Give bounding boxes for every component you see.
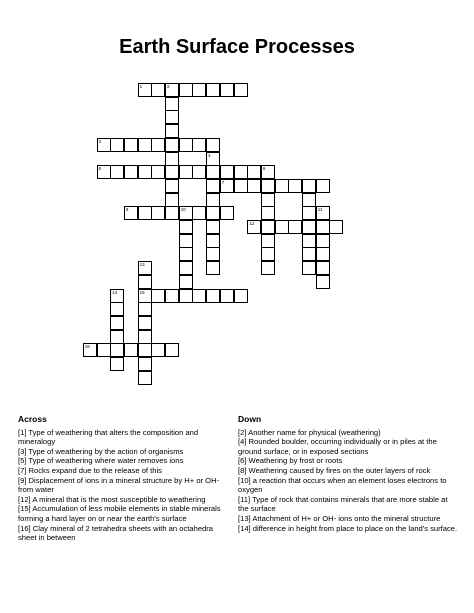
- down-clue: [8] Weathering caused by fires on the outer layers of rock: [238, 465, 431, 475]
- clue-number: 11: [317, 207, 323, 213]
- across-clue: [12] A mineral that is the most susceptible to weathering: [18, 494, 206, 504]
- grid-cell[interactable]: [316, 261, 330, 275]
- grid-cell[interactable]: [165, 152, 179, 166]
- grid-cell[interactable]: [206, 206, 220, 220]
- grid-cell[interactable]: [206, 220, 220, 234]
- grid-cell[interactable]: [329, 220, 343, 234]
- clue-number: 5: [98, 166, 102, 172]
- grid-cell[interactable]: [151, 206, 165, 220]
- grid-cell[interactable]: [261, 179, 275, 193]
- grid-cell[interactable]: [179, 261, 193, 275]
- grid-cell[interactable]: [151, 289, 165, 303]
- down-clue: [6] Weathering by frost or roots: [238, 456, 343, 466]
- grid-cell[interactable]: [138, 316, 152, 330]
- grid-cell[interactable]: [302, 220, 316, 234]
- grid-cell[interactable]: [179, 138, 193, 152]
- grid-cell[interactable]: [110, 343, 124, 357]
- grid-cell[interactable]: [165, 110, 179, 124]
- grid-cell[interactable]: [220, 289, 234, 303]
- clue-number: 14: [112, 289, 118, 295]
- clue-number: 9: [125, 207, 129, 213]
- grid-cell[interactable]: [165, 179, 179, 193]
- across-clue: [3] Type of weathering by the action of organisms: [18, 446, 184, 456]
- grid-cell[interactable]: [97, 138, 111, 152]
- grid-cell[interactable]: [138, 261, 152, 275]
- grid-cell[interactable]: [316, 179, 330, 193]
- grid-cell[interactable]: [261, 206, 275, 220]
- grid-cell[interactable]: [138, 289, 152, 303]
- across-heading: Across: [18, 414, 47, 424]
- across-clue: [9] Displacement of ions in a mineral structure by H+ or OH- from water: [18, 475, 220, 495]
- grid-cell[interactable]: [275, 179, 289, 193]
- down-clue: [14] difference in height from place to place on the land's surface.: [238, 523, 458, 533]
- grid-cell[interactable]: [206, 165, 220, 179]
- down-clues: [238, 415, 458, 533]
- clue-number: 10: [180, 207, 186, 213]
- grid-cell[interactable]: [206, 179, 220, 193]
- grid-cell[interactable]: [316, 275, 330, 289]
- grid-cell[interactable]: [206, 289, 220, 303]
- grid-cell[interactable]: [110, 289, 124, 303]
- grid-cell[interactable]: [124, 138, 138, 152]
- grid-cell[interactable]: [302, 261, 316, 275]
- grid-cell[interactable]: [234, 289, 248, 303]
- grid-cell[interactable]: [206, 83, 220, 97]
- grid-cell[interactable]: [206, 193, 220, 207]
- grid-cell[interactable]: [83, 343, 97, 357]
- grid-cell[interactable]: [261, 165, 275, 179]
- grid-cell[interactable]: [151, 138, 165, 152]
- grid-cell[interactable]: [110, 165, 124, 179]
- grid-cell[interactable]: [138, 275, 152, 289]
- grid-cell[interactable]: [206, 261, 220, 275]
- grid-cell[interactable]: [138, 343, 152, 357]
- clue-number: 2: [167, 84, 170, 89]
- grid-cell[interactable]: [110, 302, 124, 316]
- grid-cell[interactable]: [165, 289, 179, 303]
- grid-cell[interactable]: [206, 152, 220, 166]
- grid-cell[interactable]: [247, 179, 261, 193]
- grid-cell[interactable]: [192, 289, 206, 303]
- grid-cell[interactable]: [206, 247, 220, 261]
- puzzle-title: Earth Surface Processes: [119, 36, 355, 58]
- grid-cell[interactable]: [151, 165, 165, 179]
- grid-cell[interactable]: [220, 206, 234, 220]
- grid-cell[interactable]: [179, 289, 193, 303]
- grid-cell[interactable]: [261, 247, 275, 261]
- grid-cell[interactable]: [206, 138, 220, 152]
- across-clue: [5] Type of weathering where water removes ions: [18, 456, 184, 466]
- down-heading: Down: [238, 414, 262, 424]
- across-clue: [7] Rocks expand due to the release of this: [18, 465, 162, 475]
- grid-cell[interactable]: [179, 83, 193, 97]
- grid-cell[interactable]: [179, 165, 193, 179]
- grid-cell[interactable]: [275, 220, 289, 234]
- clue-number: 16: [84, 344, 90, 350]
- grid-cell[interactable]: [165, 97, 179, 111]
- grid-cell[interactable]: [110, 316, 124, 330]
- grid-cell[interactable]: [97, 165, 111, 179]
- grid-cell[interactable]: [165, 206, 179, 220]
- grid-cell[interactable]: [179, 234, 193, 248]
- grid-cell[interactable]: [234, 165, 248, 179]
- grid-cell[interactable]: [247, 220, 261, 234]
- grid-cell[interactable]: [316, 234, 330, 248]
- clue-number: 4: [208, 152, 211, 158]
- grid-cell[interactable]: [97, 343, 111, 357]
- across-clues: [18, 415, 228, 543]
- grid-cell[interactable]: [179, 220, 193, 234]
- clue-number: 3: [98, 138, 102, 144]
- grid-cell[interactable]: [302, 193, 316, 207]
- grid-cell[interactable]: [220, 83, 234, 97]
- grid-cell[interactable]: [192, 165, 206, 179]
- across-clue: [1] Type of weathering that alters the composition and mineralogy: [18, 427, 199, 447]
- grid-cell[interactable]: [234, 179, 248, 193]
- grid-cell[interactable]: [165, 83, 179, 97]
- grid-cell[interactable]: [316, 247, 330, 261]
- grid-cell[interactable]: [138, 138, 152, 152]
- clue-number: 13: [139, 262, 145, 268]
- grid-cell[interactable]: [192, 83, 206, 97]
- down-clue: [13] Attachment of H+ or OH- ions onto the mineral structure: [238, 513, 441, 523]
- grid-cell[interactable]: [138, 330, 152, 344]
- clue-number: 7: [221, 179, 225, 185]
- grid-cell[interactable]: [302, 234, 316, 248]
- grid-cell[interactable]: [206, 234, 220, 248]
- clue-number: 1: [139, 84, 143, 89]
- grid-cell[interactable]: [316, 220, 330, 234]
- clue-number: 12: [249, 221, 255, 226]
- grid-cell[interactable]: [261, 261, 275, 275]
- grid-cell[interactable]: [124, 206, 138, 220]
- grid-cell[interactable]: [316, 206, 330, 220]
- grid-cell[interactable]: [179, 275, 193, 289]
- grid-cell[interactable]: [302, 179, 316, 193]
- grid-cell[interactable]: [110, 357, 124, 371]
- across-clue: [16] Clay mineral of 2 tetrahedra sheets with an octahedra sheet in between: [18, 523, 214, 543]
- grid-cell[interactable]: [165, 165, 179, 179]
- grid-cell[interactable]: [220, 179, 234, 193]
- grid-cell[interactable]: [138, 206, 152, 220]
- grid-cell[interactable]: [151, 83, 165, 97]
- grid-cell[interactable]: [179, 206, 193, 220]
- grid-cell[interactable]: [138, 357, 152, 371]
- clue-number: 6: [262, 166, 266, 172]
- grid-cell[interactable]: [124, 343, 138, 357]
- grid-cell[interactable]: [165, 138, 179, 152]
- grid-cell[interactable]: [302, 247, 316, 261]
- grid-cell[interactable]: [110, 138, 124, 152]
- grid-cell[interactable]: [288, 179, 302, 193]
- grid-cell[interactable]: [220, 165, 234, 179]
- grid-cell[interactable]: [261, 193, 275, 207]
- grid-cell[interactable]: [234, 83, 248, 97]
- down-clue: [2] Another name for physical (weathering): [238, 427, 381, 437]
- grid-cell[interactable]: [165, 124, 179, 138]
- grid-cell[interactable]: [138, 371, 152, 385]
- clue-number: 15: [139, 289, 145, 295]
- grid-cell[interactable]: [261, 234, 275, 248]
- grid-cell[interactable]: [138, 83, 152, 97]
- across-clue: [15] Accumulation of less mobile elements in stable minerals forming a hard layer on or near the earth's surface: [18, 504, 221, 523]
- grid-cell[interactable]: [179, 247, 193, 261]
- grid-cell[interactable]: [247, 165, 261, 179]
- grid-cell[interactable]: [151, 343, 165, 357]
- grid-cell[interactable]: [124, 165, 138, 179]
- grid-cell[interactable]: [288, 220, 302, 234]
- grid-cell[interactable]: [261, 220, 275, 234]
- grid-cell[interactable]: [138, 165, 152, 179]
- down-clue: [4] Rounded boulder, occurring individually or in piles at the ground surface, or in exposed sections: [238, 437, 437, 456]
- grid-cell[interactable]: [192, 206, 206, 220]
- grid-cell[interactable]: [110, 330, 124, 344]
- grid-cell[interactable]: [302, 206, 316, 220]
- grid-cell[interactable]: [192, 138, 206, 152]
- down-clue: [11] Type of rock that contains minerals that are more stable at the surface: [238, 494, 448, 514]
- grid-cell[interactable]: [165, 343, 179, 357]
- grid-cell[interactable]: [138, 302, 152, 316]
- down-clue: [10] a reaction that occurs when an element loses electrons to oxygen: [238, 475, 447, 495]
- grid-cell[interactable]: [165, 193, 179, 207]
